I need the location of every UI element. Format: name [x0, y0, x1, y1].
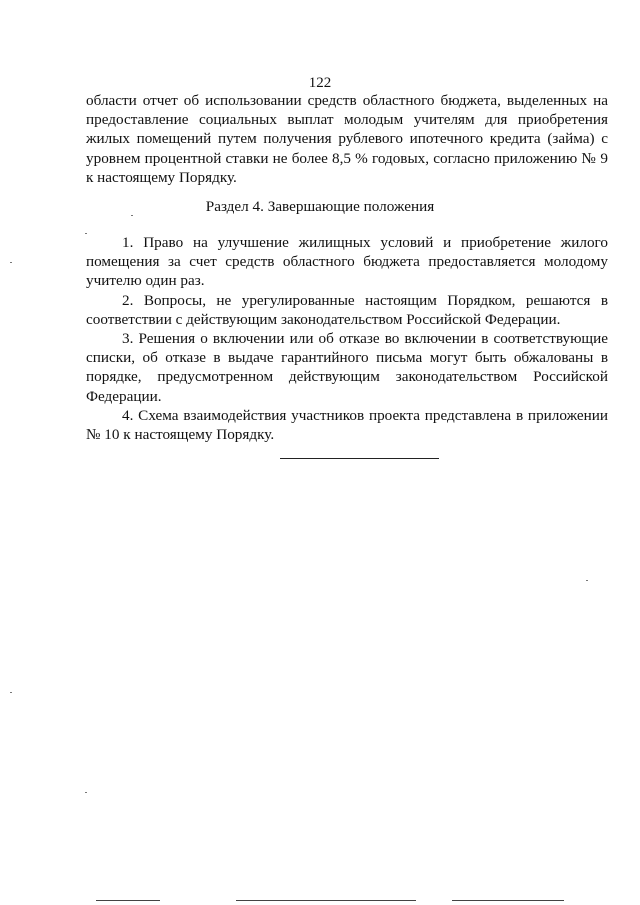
footer-rule-center [236, 900, 416, 901]
provision-item-2: 2. Вопросы, не урегулированные настоящим Порядком, решаются в соответствии с действующим законодательством Российской Федерации. [86, 291, 608, 328]
end-of-text-rule [280, 458, 439, 459]
footer-rule-left [96, 900, 160, 901]
page-number: 122 [308, 75, 332, 91]
scan-speck [586, 580, 588, 581]
scan-speck [10, 262, 12, 263]
section-title: Раздел 4. Завершающие положения [205, 198, 435, 215]
scan-speck [85, 792, 87, 793]
provisions-list [86, 233, 608, 444]
scan-speck [131, 215, 133, 216]
provision-item-3: 3. Решения о включении или об отказе во включении в соответствующие списки, об отказе в выдаче гарантийного письма могут быть обжалованы в порядке, предусмотренном действующим законодательством Российской Федерации. [86, 330, 608, 405]
provision-item-1: 1. Право на улучшение жилищных условий и приобретение жилого помещения за счет средств областного бюджета предоставляется молодому учителю один раз. [86, 234, 608, 290]
provision-item-4: 4. Схема взаимодействия участников проекта представлена в приложении № 10 к настоящему Порядку. [86, 406, 608, 444]
intro-paragraph-block [86, 91, 608, 187]
footer-rule-right [452, 900, 564, 901]
intro-paragraph: области отчет об использовании средств областного бюджета, выделенных на предоставление социальных выплат молодым учителям для приобретения жилых помещений путем получения рублевого ипотечного кредита (займа) с уровнем процентной ставки не более 8,5 % годовых, согласно приложению № 9 к настоящему Порядку. [86, 92, 608, 186]
scan-speck [10, 692, 12, 693]
scan-speck [85, 233, 87, 234]
